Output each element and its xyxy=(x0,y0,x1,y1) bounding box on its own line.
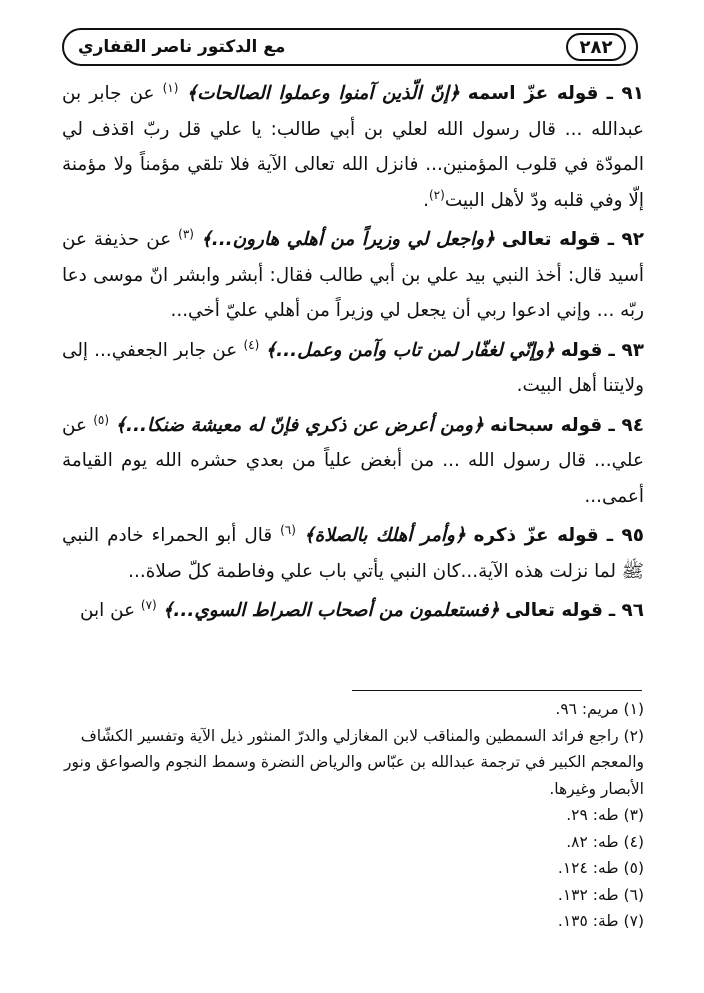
footnote-ref: (٥) xyxy=(93,412,110,427)
quran-quote: ﴿إنّ الّذين آمنوا وعملوا الصالحات﴾ xyxy=(186,83,460,104)
paragraph-number: ٩١ ـ xyxy=(606,83,644,104)
paragraph-91 xyxy=(62,76,644,218)
footnote-ref: (٤) xyxy=(243,337,260,352)
footnote-divider xyxy=(352,690,642,691)
paragraph-text: عن علي... قال رسول الله ... من أبغض علياً من بعدي حشره الله يوم القيامة أعمى... xyxy=(62,414,644,507)
paragraph-intro: قوله عزّ ذكره xyxy=(473,525,599,546)
paragraph-92 xyxy=(62,222,644,329)
quran-quote: ﴿فستعلمون من أصحاب الصراط السوي...﴾ xyxy=(162,600,500,621)
paragraph-number: ٩٢ ـ xyxy=(607,229,644,250)
footnote-2: (٢) راجع فرائد السمطين والمناقب لابن المغازلي والدرّ المنثور ذيل الآية وتفسير الكشّاف والمعجم الكبير في ترجمة عبدالله بن عبّاس والرياض النضرة وسمط النجوم والصواعق ونور الأبصار وغيرها. xyxy=(63,726,644,798)
footnote-ref: (٢) xyxy=(428,187,445,202)
footnote-ref: (٣) xyxy=(178,226,194,241)
paragraph-number: ٩٤ ـ xyxy=(608,414,644,436)
paragraph-text: عن جابر بن عبدالله ... قال رسول الله لعلي بن أبي طالب: يا علي قل ربّ اقذف لي المودّة في قلوب المؤمنين... فانزل الله تعالى الآية فلا تلقي مؤمناً ولا مؤمنة إلّا وفي قلبه ودّ لأهل البيت xyxy=(62,83,644,211)
paragraph-intro: قوله عزّ اسمه xyxy=(467,83,599,104)
running-header xyxy=(62,28,638,66)
page-number: ٢٨٢ xyxy=(566,33,626,61)
quran-quote: ﴿واجعل لي وزيراً من أهلي هارون...﴾ xyxy=(200,229,495,250)
paragraph-tail: . xyxy=(423,189,429,211)
quran-quote: ﴿ومن أعرض عن ذكري فإنّ له معيشة ضنكا...﴾ xyxy=(115,414,484,436)
paragraph-text: عن جابر الجعفي... إلى ولايتنا أهل البيت. xyxy=(62,339,644,396)
footnote-3: (٣) طه: ٢٩. xyxy=(566,806,644,824)
footnotes xyxy=(62,696,644,935)
paragraph-intro: قوله تعالى xyxy=(501,229,601,250)
paragraph-number: ٩٥ ـ xyxy=(606,525,644,546)
quran-quote: ﴿وأمر أهلك بالصلاة﴾ xyxy=(303,525,466,546)
footnote-6: (٦) طه: ١٣٢. xyxy=(557,885,644,904)
header-title: مع الدكتور ناصر القفاري xyxy=(78,37,286,57)
quran-quote: ﴿وإنّي لغفّار لمن تاب وآمن وعمل...﴾ xyxy=(265,339,555,361)
footnote-4: (٤) طه: ٨٢. xyxy=(566,832,644,851)
paragraph-intro: قوله تعالى xyxy=(505,600,603,621)
footnote-ref: (٦) xyxy=(280,522,296,537)
paragraph-intro: قوله سبحانه xyxy=(490,414,603,436)
footnote-7: (٧) طة: ١٣٥. xyxy=(557,912,644,930)
paragraph-number: ٩٣ ـ xyxy=(608,339,644,361)
paragraph-text: قال أبو الحمراء خادم النبي ﷺ لما نزلت هذه الآية...كان النبي يأتي باب علي وفاطمة كلّ صلاة... xyxy=(62,525,644,582)
paragraph-intro: قوله xyxy=(560,339,603,361)
footnote-ref: (٧) xyxy=(140,597,157,612)
paragraph-93 xyxy=(62,333,644,404)
paragraph-96 xyxy=(62,593,644,629)
paragraph-text: عن حذيفة عن أسيد قال: أخذ النبي بيد علي بن أبي طالب فقال: أبشر وابشر انّ موسى دعا ربّه ... وإني ادعوا ربي أن يجعل لي وزيراً من أهلي عليّ أخي... xyxy=(62,229,644,321)
footnote-5: (٥) طه: ١٢٤. xyxy=(557,859,644,877)
paragraph-text: عن ابن xyxy=(80,600,136,621)
paragraph-94 xyxy=(62,408,644,515)
footnote-ref: (١) xyxy=(162,80,179,95)
paragraph-number: ٩٦ ـ xyxy=(608,600,644,621)
paragraph-95 xyxy=(62,518,644,589)
footnote-1: (١) مريم: ٩٦. xyxy=(555,700,644,718)
body-text xyxy=(62,76,644,633)
